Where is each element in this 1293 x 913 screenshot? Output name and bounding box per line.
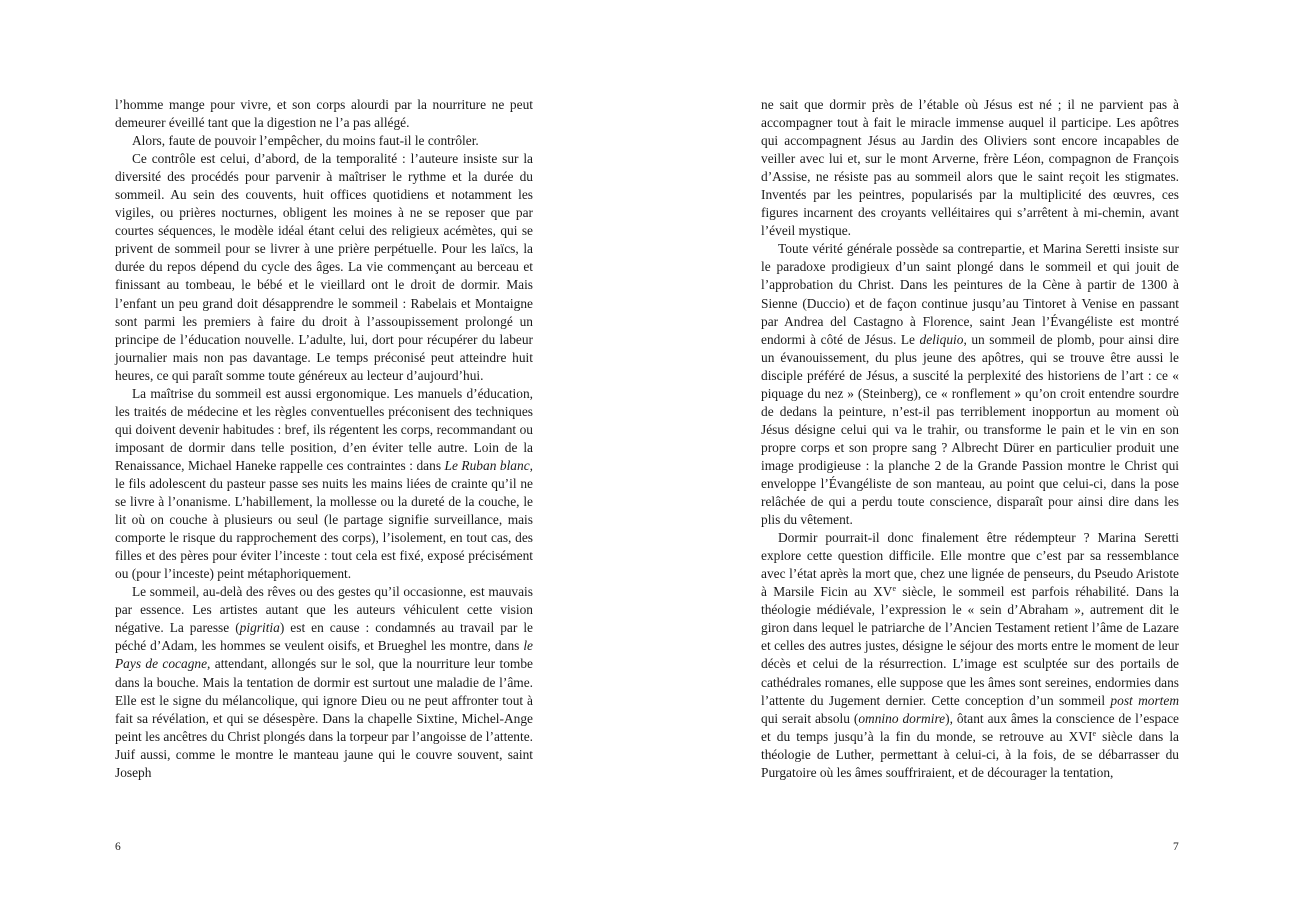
superscript: e [1092,728,1097,738]
text-run: Le sommeil, au-delà des rêves ou des gestes qu’il occasionne, est mauvais par essence. Les artistes autant que les auteurs véhiculent cette vision négative. La paresse ( [115,584,533,636]
text-run: La maîtrise du sommeil est aussi ergonomique. Les manuels d’éducation, les traités de médecine et les règles conventuelles préconisent des techniques qui doivent devenir habitudes : bref, ils régentent les corps, recommandant ou imposant de dormir dans telle position, d’en éviter telle autre. Loin de la Renaissance, Michael Haneke rappelle ces contraintes : dans [115,385,533,473]
text-run: qui serait absolu ( [761,710,859,726]
page-number-left: 6 [115,841,121,853]
text-run: Dormir pourrait-il donc finalement être rédempteur ? Marina Seretti explore cette question difficile. Elle montre que c’est par sa ressemblance avec l’état après la mort que, chez une lignée de penseurs, du Pseudo Aristote à Marsile Ficin au XV [761,530,1179,600]
text-run: Alors, faute de pouvoir l’empêcher, du moins faut-il le contrôler. [132,133,479,149]
text-run: siècle dans la théologie de Luther, permettant à celui-ci, à la fois, de se débarrasser du Purgatoire où les âmes souffriraient, et de décourager la tentation, [761,728,1179,780]
italic-term: pigritia [239,620,280,636]
text-run: ), ôtant aux âmes la conscience de l’espace et du temps jusqu’à la fin du monde, se retrouve au XVI [761,710,1179,744]
text-run: , le fils adolescent du pasteur passe ses nuits les mains liées de crainte qu’il ne se livre à l’onanisme. L’habillement, la mollesse ou la dureté de la couche, le lit où on couche à plusieurs ou seul (le partage signifie surveillance, mais comporte le risque du rapprochement des corps), l’isolement, en tout cas, des filles et des pères pour éviter l’inceste : tout cela est fixé, exposé précisément ou (pour l’inceste) peint métaphoriquement. [115,457,533,582]
left-page [115,96,533,782]
text-run: siècle, le sommeil est parfois réhabilité. Dans la théologie médiévale, l’expression le « sein d’Abraham », autrement dit le giron dans lequel le patriarche de l’Ancien Testament retient l’âme de Lazare et celles des autres justes, désigne le séjour des morts entre le moment de leur décès et celui de la résurrection. L’image est sculptée sur des portails de cathédrales romanes, elle suppose que les âmes sont sereines, endormies dans l’attente du Jugement dernier. Cette conception d’un sommeil [761,584,1179,708]
italic-term: deliquio [919,331,964,347]
page-number-right: 7 [1173,841,1179,853]
paragraph [761,240,1179,529]
text-run: l’homme mange pour vivre, et son corps alourdi par la nourriture ne peut demeurer éveillé tant que la digestion ne l’a pas allégé. [115,97,533,131]
text-run: , un sommeil de plomb, pour ainsi dire un évanouissement, du plus jeune des apôtres, qui se trouve être aussi le disciple préféré de Jésus, a suscité la perplexité des historiens de l’art : ce « piquage du nez » (Steinberg), ce « ronflement » qu’on croit entendre sourdre de dedans la peinture, n’est-il pas terriblement inopportun au moment où Jésus désigne celui qui va le trahir, ou transforme le pain et le vin en son propre corps et son propre sang ? Albrecht Dürer en particulier produit une image prodigieuse : la planche 2 de la Grande Passion montre le Christ qui enveloppe l’Évangéliste de son manteau, au point que celui-ci, dans la pose relâchée de qui a perdu toute conscience, disparaît pour ainsi dire dans les plis du vêtement. [761,331,1179,528]
paragraph [115,132,533,150]
paragraph [761,529,1179,782]
italic-term: omnino dormire [858,710,946,726]
paragraph [115,583,533,782]
italic-term: post mortem [1110,692,1179,708]
right-page [761,96,1179,782]
italic-title: le Pays de cocagne [115,638,533,672]
italic-title: Le Ruban blanc [444,457,530,473]
text-run: Ce contrôle est celui, d’abord, de la temporalité : l’auteure insiste sur la diversité des procédés pour parvenir à maîtriser le rythme et la durée du sommeil. Au sein des couvents, huit offices quotidiens et notamment les vigiles, ou prières nocturnes, obligent les moines à ne se reposer que par courtes séquences, le modèle idéal étant celui des religieux acémètes, qui se privent de sommeil pour se livrer à une prière perpétuelle. Pour les laïcs, la durée du repos dépend du cycle des âges. La vie commençant au berceau et finissant au tombeau, le bébé et le vieillard ont le droit de dormir. Mais l’enfant un peu grand doit désapprendre le sommeil : Rabelais et Montaigne sont parmi les premiers à faire du droit à l’assoupissement prolongé un principe de l’éducation nouvelle. L’adulte, lui, dort pour récupérer du labeur journalier mais non pas davantage. Le temps préconisé peut atteindre huit heures, ce qui paraît somme toute généreux au lecteur d’aujourd’hui. [115,151,533,383]
paragraph [761,96,1179,240]
superscript: e [892,584,897,594]
text-run: , attendant, allongés sur le sol, que la nourriture leur tombe dans la bouche. Mais la tentation de dormir est surtout une maladie de l’âme. Elle est le signe du mélancolique, qui ignore Dieu ou ne peut affronter tout à fait sa révélation, et qui se désespère. Dans la chapelle Sixtine, Michel-Ange peint les ancêtres du Christ plongés dans la torpeur par l’angoisse de l’attente. Juif aussi, comme le montre le manteau jaune qui le couvre souvent, saint Joseph [115,656,533,780]
paragraph [115,150,533,385]
text-run: Toute vérité générale possède sa contrepartie, et Marina Seretti insiste sur le paradoxe prodigieux d’un saint plongé dans le sommeil et qui jouit de l’approbation du Christ. Dans les peintures de la Cène à partir de 1300 à Sienne (Duccio) et de façon continue jusqu’au Tintoret à Venise en passant par Andrea del Castagno à Florence, saint Jean l’Évangéliste est montré endormi à côté de Jésus. Le [761,241,1179,347]
paragraph [115,385,533,584]
text-run: ) est en cause : condamnés au travail par le péché d’Adam, les hommes se veulent oisifs, et Brueghel les montre, dans [115,620,533,654]
paragraph [115,96,533,132]
text-run: ne sait que dormir près de l’étable où Jésus est né ; il ne parvient pas à accompagner tout à fait le miracle immense auquel il participe. Les apôtres qui accompagnent Jésus au Jardin des Oliviers sont encore incapables de veiller avec lui et, sur le mont Arverne, frère Léon, compagnon de François d’Assise, ne résiste pas au sommeil alors que le saint reçoit les stigmates. Inventés par les peintres, popularisés par la multiplicité des œuvres, ces figures incarnent des croyants velléitaires qui s’arrêtent à mi-chemin, avant l’éveil mystique. [761,97,1179,239]
